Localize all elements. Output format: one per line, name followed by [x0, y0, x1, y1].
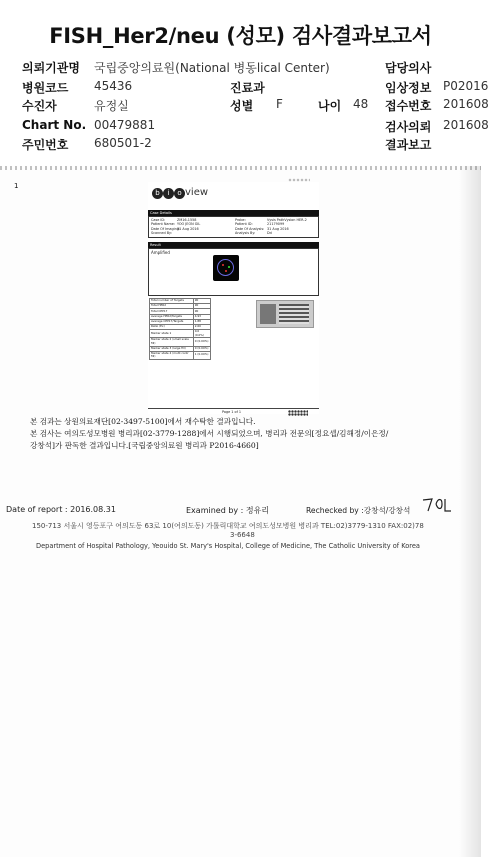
- signal-dot: [225, 270, 227, 272]
- metrics-table: [149, 298, 211, 360]
- label-age: 나이: [318, 99, 342, 113]
- case-left-labels: Case ID: Patient Name: Date Of Imaging: Scanned By:: [151, 218, 181, 236]
- label-chart-no: Chart No.: [22, 118, 87, 132]
- table-row: Total HER2 90: [150, 304, 211, 309]
- scanned-report-image: [0, 166, 481, 857]
- report-title: FISH_Her2/neu (성모) 검사결과보고서: [49, 24, 432, 48]
- table-row: Average HER2/Targets 4.93: [150, 314, 211, 319]
- scan-edge: [0, 166, 481, 170]
- value-patient-name: 유정실: [94, 99, 129, 113]
- fish-cell-image: [213, 255, 239, 281]
- table-row: Ratio (Ex) 2.60: [150, 324, 211, 329]
- department-line: Department of Hospital Pathology, Yeouido St. Mary's Hospital, College of Medicine, The Catholic University of Korea: [36, 542, 420, 550]
- table-row: Marker state 2 (small scale fill) 0 (0.00%): [150, 338, 211, 346]
- note-line-3: 강창석]가 판독한 결과입니다.[국립중앙의료원 병리과 P2016-4660]: [30, 441, 259, 450]
- result-text: Amplified: [151, 250, 170, 255]
- result-box: [148, 248, 319, 296]
- logo-letter-o: o: [174, 188, 185, 199]
- analysis-thumbnail: [256, 300, 314, 328]
- table-row: Total number of Targets 90: [150, 299, 211, 304]
- table-row: Marker state 3 (large fill) 0 (0.00%): [150, 346, 211, 351]
- label-patient-name: 수진자: [22, 99, 57, 113]
- label-hospital-code: 병원코드: [22, 81, 69, 95]
- result-bar: Result: [148, 242, 319, 248]
- note-line-1: 본 검과는 상원의료재단[02-3497-5100]에서 재수탁한 결과입니다.: [30, 417, 256, 426]
- page-number: Page 1 of 1: [222, 410, 242, 414]
- scan-shadow: [459, 166, 481, 857]
- footer-logo-mark: [288, 410, 308, 416]
- label-resident-number: 주민번호: [22, 138, 69, 152]
- value-test-request: 201608: [443, 118, 489, 132]
- value-requesting-institution: 국립중앙의료원(National 병동lical Center): [94, 61, 330, 75]
- thumbnail-lines: [279, 304, 309, 324]
- value-clinical-info: P02016: [443, 79, 489, 93]
- report-footer-rule: [148, 408, 319, 409]
- signal-dot: [228, 266, 230, 268]
- address-line-1: 150-713 서울시 영등포구 여의도동 63로 10(여의도동) 가톨릭대학교 여의도성모병원 병리과 TEL:02)3779-1310 FAX:02)78: [32, 522, 424, 530]
- logo-word: view: [185, 187, 209, 198]
- label-sex: 성별: [230, 99, 254, 113]
- label-result-report: 결과보고: [385, 138, 432, 152]
- label-receipt-number: 접수번호: [385, 99, 432, 113]
- table-row: Average CEP17/Targets 1.88: [150, 319, 211, 324]
- note-line-2: 본 검사는 여의도성모병원 병리과[02-3779-1288]에서 시행되었으며, 병리과 전문의[정요셉/김해정/이은정/: [30, 429, 389, 438]
- label-clinical-info: 임상정보: [385, 81, 432, 95]
- label-requesting-institution: 의뢰기관명: [22, 61, 80, 75]
- value-hospital-code: 45436: [94, 79, 133, 93]
- value-resident-number: 680501-2: [94, 136, 152, 150]
- label-test-request: 검사의뢰: [385, 120, 432, 134]
- embedded-report: [148, 182, 319, 414]
- value-chart-no: 00479881: [94, 118, 156, 132]
- address-line-2: 3-6648: [230, 531, 255, 539]
- label-attending-doctor: 담당의사: [385, 61, 432, 75]
- table-row: Marker state 1 0.0 (0.0%): [150, 330, 211, 338]
- signature-mark: [420, 496, 454, 514]
- page-marker: 1: [14, 182, 19, 190]
- case-right-values: Vysis PathVysion HER-2 21179099 31 Aug 2016 Dd: [267, 218, 307, 236]
- table-row: Marker state 4 (multi contr fill) 1 (0.00%): [150, 351, 211, 359]
- case-right-labels: Probe: Patient ID: Date Of Analysis: Analysis By:: [235, 218, 265, 236]
- rechecked-by: Rechecked by :강창석/강창석: [306, 506, 411, 515]
- value-sex: F: [276, 97, 283, 111]
- table-row: Total CEP17 90: [150, 309, 211, 314]
- value-receipt-number: 201608: [443, 97, 489, 111]
- case-details-box: [148, 216, 319, 238]
- date-of-report: Date of report : 2016.08.31: [6, 505, 116, 514]
- label-department: 진료과: [230, 81, 265, 95]
- thumbnail-block: [260, 304, 276, 324]
- cell-nucleus: [217, 259, 234, 276]
- logo-letter-b: b: [152, 188, 163, 199]
- examined-by: Examined by : 정유리: [186, 506, 270, 515]
- value-age: 48: [353, 97, 369, 111]
- signal-dot: [222, 264, 224, 266]
- case-left-values: ZM16-1558 YOO JEON GIL 31 Aug 2016: [177, 218, 201, 231]
- bioview-logo: [150, 182, 210, 204]
- logo-letter-i: i: [163, 188, 174, 199]
- case-details-bar: Case Details: [148, 210, 319, 216]
